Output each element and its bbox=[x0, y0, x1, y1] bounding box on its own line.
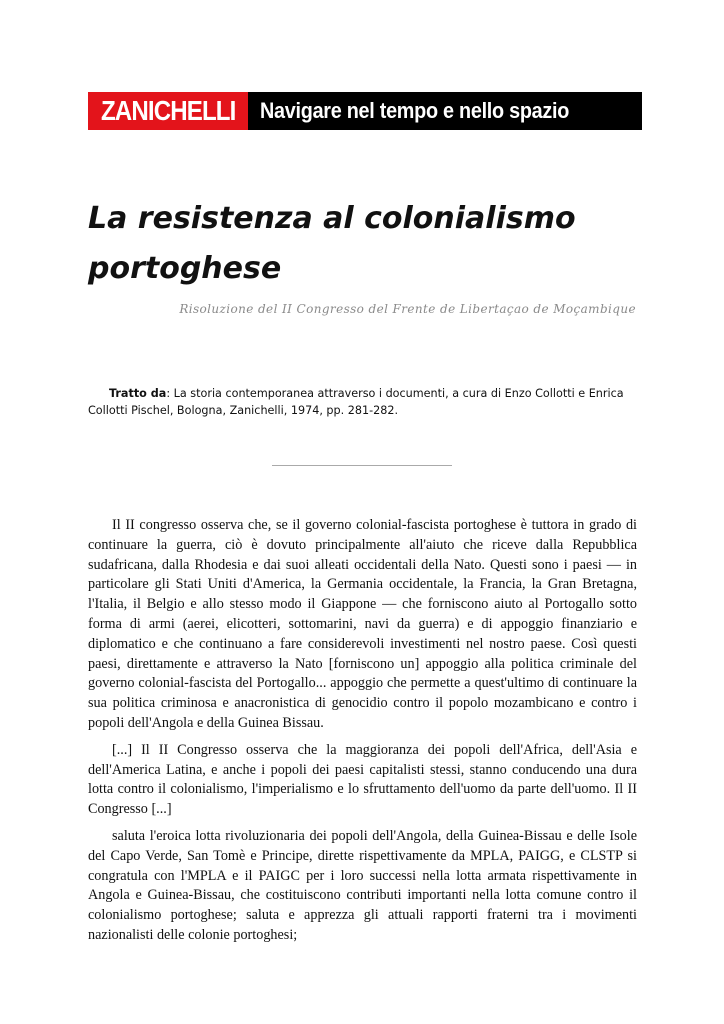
publisher-logo bbox=[88, 92, 248, 130]
document-subtitle: Risoluzione del II Congresso del Frente de Libertaçao de Moçambique bbox=[179, 302, 636, 316]
publisher-logo-text: ZANICHELLI bbox=[100, 95, 236, 126]
source-text: : La storia contemporanea attraverso i documenti, a cura di Enzo Collotti e Enrica Collotti Pischel, Bologna, Zanichelli, 1974, pp. 281-282. bbox=[88, 387, 624, 417]
body-paragraph: Il II congresso osserva che, se il governo colonial-fascista portoghese è tuttora in grado di continuare la guerra, ciò è dovuto principalmente all'aiuto che riceve dalla Repubblica sudafricana, dalla Rhodesia e dai suoi alleati occidentali della Nato. Questi sono i paesi — in particolare gli Stati Uniti d'America, la Germania occidentale, la Francia, la Gran Bretagna, l'Italia, il Belgio e allo stesso modo il Giappone — che forniscono aiuto al Portogallo sotto forma di armi (aerei, elicotteri, sottomarini, navi da guerra) e di appoggio finanziario e diplomatico e che continuano a fare considerevoli investimenti nel nostro paese. Così questi paesi, direttamente e attraverso la Nato [forniscono un] appoggio alla politica criminale del governo colonial-fascista del Portogallo... appoggio che permette a quest'ultimo di continuare la sua politica criminosa e anacronistica di genocidio contro il popolo mozambicano e contro i popoli dell'Angola e della Guinea Bissau. bbox=[88, 517, 637, 731]
section-divider bbox=[272, 465, 452, 466]
body-paragraph: [...] Il II Congresso osserva che la maggioranza dei popoli dell'Africa, dell'Asia e dell'America Latina, e anche i popoli dei paesi capitalisti stessi, stanno conducendo una dura lotta contro il colonialismo, l'imperialismo e lo sfruttamento dell'uomo da parte dell'uomo. Il II Congresso [...] bbox=[88, 741, 637, 818]
header-tagline bbox=[248, 92, 642, 130]
source-citation bbox=[88, 385, 640, 419]
document-body bbox=[88, 516, 637, 953]
source-label: Tratto da bbox=[109, 387, 167, 400]
document-title: La resistenza al colonialismo portoghese bbox=[88, 201, 576, 286]
body-paragraph: saluta l'eroica lotta rivoluzionaria dei popoli dell'Angola, della Guinea-Bissau e delle Isole del Capo Verde, San Tomè e Principe, dirette rispettivamente da MPLA, PAIGG, e CLSTP si congratula con l'MPLA e il PAIGC per i loro successi nella lotta armata rispettivamente in Angola e Guinea-Bissau, che costituiscono contributi importanti nella lotta comune contro il colonialismo portoghese; saluta e apprezza gli attuali rapporti fraterni tra i movimenti nazionalisti delle colonie portoghesi; bbox=[88, 827, 637, 943]
header-tagline-text: Navigare nel tempo e nello spazio bbox=[260, 98, 570, 123]
header-bar bbox=[88, 92, 642, 130]
